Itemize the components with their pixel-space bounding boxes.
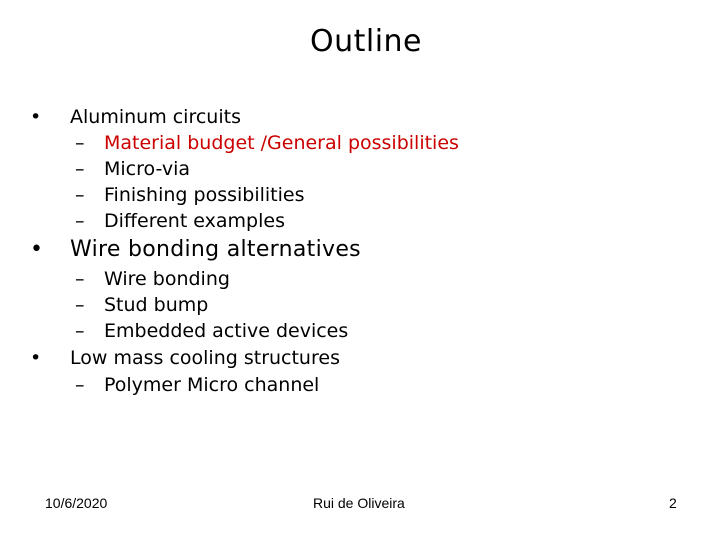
dash-icon: – [75, 210, 85, 232]
bullet-icon: • [30, 106, 42, 128]
sublist-item-material-budget: Material budget /General possibilities [104, 132, 459, 154]
bullet-icon: • [30, 347, 42, 369]
sublist-item-polymer-micro-channel: Polymer Micro channel [104, 374, 320, 396]
footer-page-number: 2 [669, 495, 677, 511]
dash-icon: – [75, 158, 85, 180]
dash-icon: – [75, 268, 85, 290]
dash-icon: – [75, 320, 85, 342]
sublist-item-stud-bump: Stud bump [104, 294, 209, 316]
dash-icon: – [75, 132, 85, 154]
footer-date: 10/6/2020 [45, 495, 108, 511]
sublist-item-different-examples: Different examples [104, 210, 285, 232]
sublist-item-finishing-possibilities: Finishing possibilities [104, 184, 305, 206]
slide-title: Outline [309, 24, 423, 59]
list-item-wire-bonding-alternatives: Wire bonding alternatives [70, 237, 361, 262]
bullet-icon: • [30, 237, 44, 262]
footer-author: Rui de Oliveira [313, 495, 405, 511]
sublist-item-wire-bonding: Wire bonding [104, 268, 230, 290]
list-item-low-mass-cooling: Low mass cooling structures [70, 347, 340, 369]
dash-icon: – [75, 294, 85, 316]
list-item-aluminum-circuits: Aluminum circuits [70, 106, 241, 128]
sublist-item-micro-via: Micro-via [104, 158, 191, 180]
sublist-item-embedded-active-devices: Embedded active devices [104, 320, 349, 342]
dash-icon: – [75, 374, 85, 396]
dash-icon: – [75, 184, 85, 206]
